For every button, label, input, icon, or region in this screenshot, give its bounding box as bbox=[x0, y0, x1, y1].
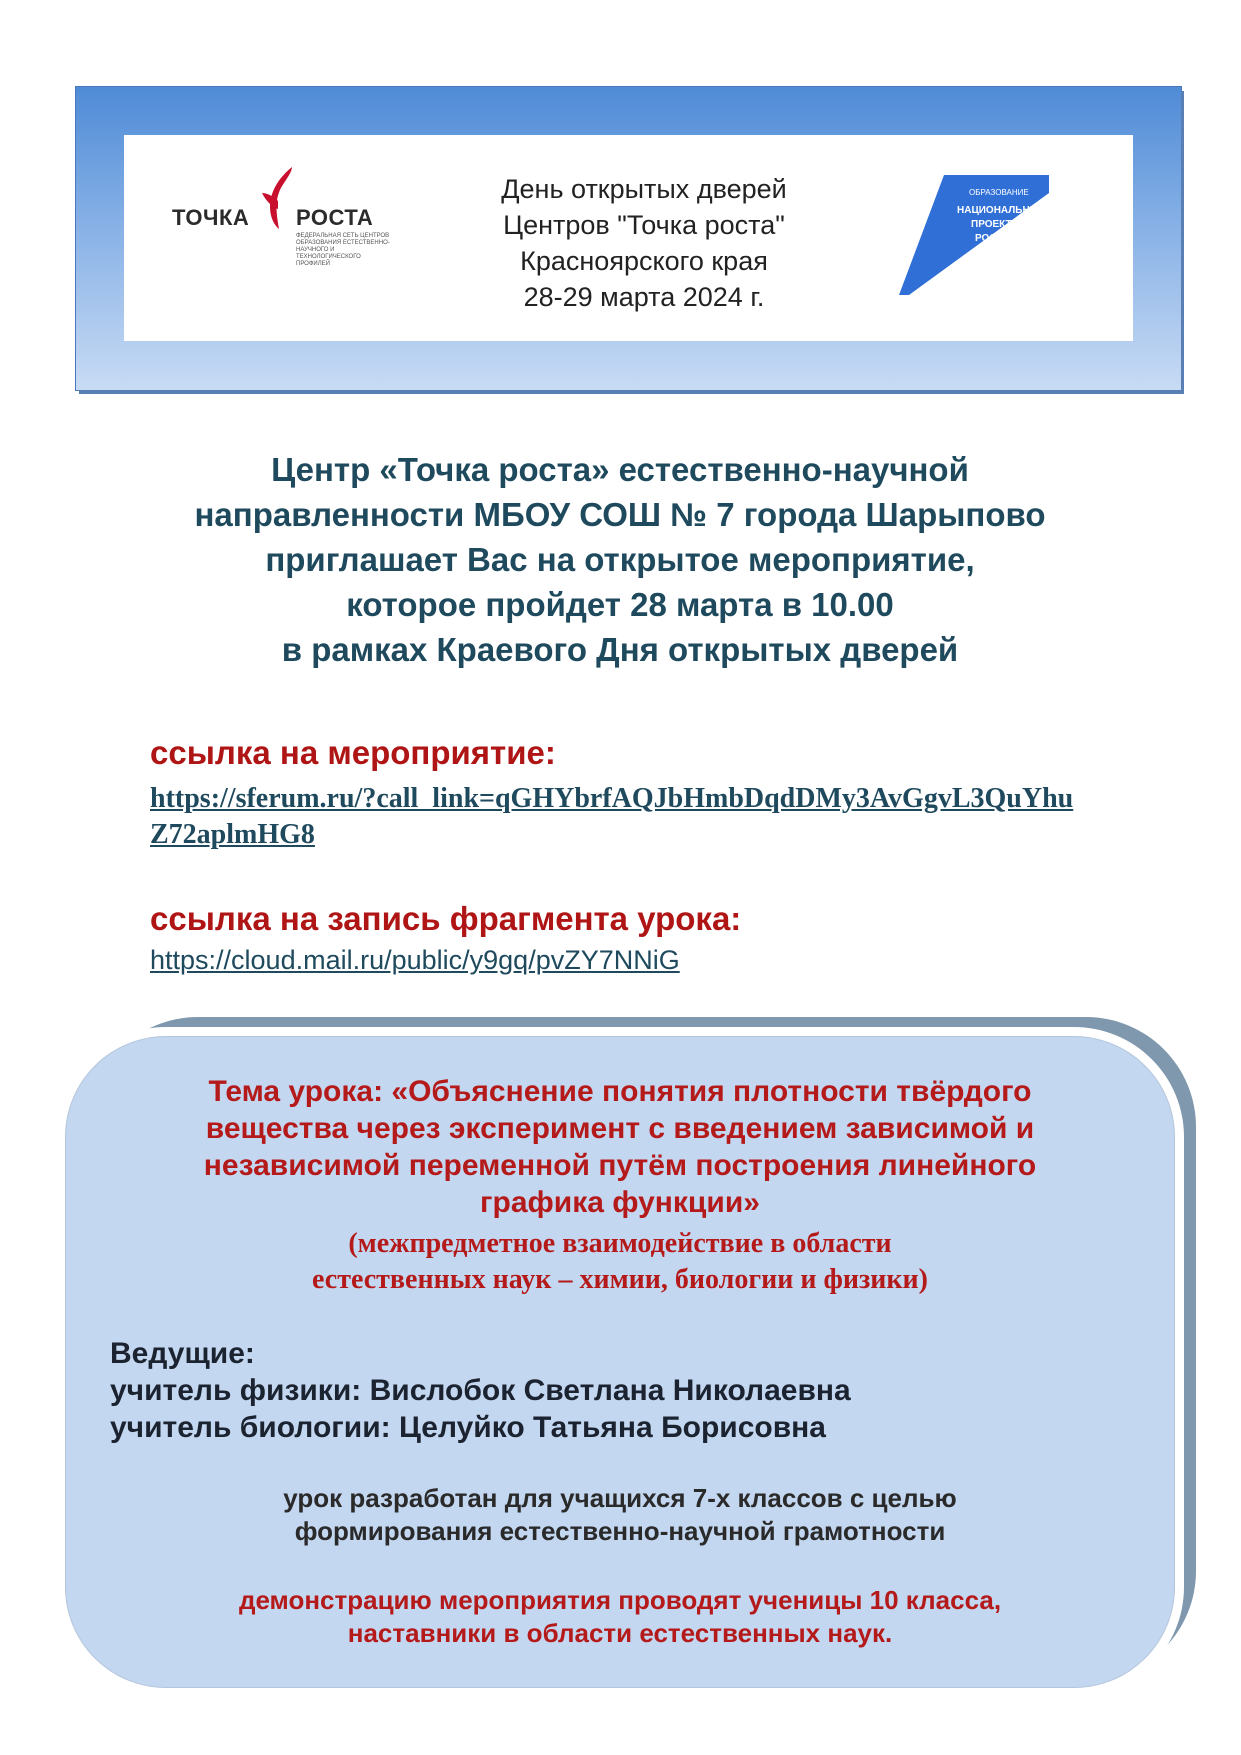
banner-title-line: 28-29 марта 2024 г. bbox=[523, 282, 765, 312]
invitation-line: в рамках Краевого Дня открытых дверей bbox=[281, 631, 959, 668]
logo-caption: ФЕДЕРАЛЬНАЯ СЕТЬ ЦЕНТРОВ ОБРАЗОВАНИЯ ЕСТЕСТВЕННО-НАУЧНОГО И ТЕХНОЛОГИЧЕСКОГО ПРОФИЛЕЙ bbox=[296, 233, 390, 267]
np-logo-line: РОССИИ bbox=[975, 233, 1019, 244]
tochka-rosta-logo bbox=[172, 167, 392, 287]
np-logo-line: НАЦИОНАЛЬНЫЕ bbox=[957, 205, 1047, 216]
event-link[interactable]: https://sferum.ru/?call_link=qGHYbrfAQJbHmbDqdDMy3AvGgvL3QuYhuZ72aplmHG8 bbox=[150, 783, 1074, 850]
banner-card bbox=[124, 135, 1133, 341]
event-link-label: ссылка на мероприятие: bbox=[150, 734, 556, 771]
invitation-line: приглашает Вас на открытое мероприятие, bbox=[265, 541, 975, 578]
banner-title-line: Красноярского края bbox=[520, 246, 768, 276]
lesson-theme-line: графика функции» bbox=[480, 1186, 760, 1219]
header-banner bbox=[76, 87, 1181, 390]
lesson-subtitle-line: естественных наук – химии, биологии и физики) bbox=[312, 1264, 928, 1295]
lesson-theme-line: независимой переменной путём построения линейного bbox=[203, 1149, 1037, 1182]
invitation-line: которое пройдет 28 марта в 10.00 bbox=[346, 586, 894, 623]
np-logo-line: ОБРАЗОВАНИЕ bbox=[969, 188, 1029, 197]
sprout-icon bbox=[262, 167, 296, 231]
lesson-purpose bbox=[66, 1482, 1174, 1548]
demo-line: наставники в области естественных наук. bbox=[347, 1618, 893, 1648]
demo-line: демонстрацию мероприятия проводят ученицы 10 класса, bbox=[238, 1585, 1002, 1615]
lesson-theme-subtitle bbox=[66, 1226, 1174, 1298]
logo-word-left: ТОЧКА bbox=[172, 205, 250, 230]
lesson-theme-line: вещества через эксперимент с введением зависимой и bbox=[205, 1112, 1035, 1145]
invitation-text bbox=[120, 447, 1120, 672]
hosts-block bbox=[110, 1335, 1110, 1446]
logo-word-right: РОСТА bbox=[296, 205, 374, 230]
national-projects-logo bbox=[899, 175, 1049, 300]
recording-link[interactable]: https://cloud.mail.ru/public/y9gq/pvZY7NNiG bbox=[150, 945, 680, 975]
np-logo-line: ПРОЕКТЫ bbox=[971, 219, 1022, 230]
host-item: учитель физики: Вислобок Светлана Николаевна bbox=[110, 1374, 851, 1407]
banner-title-line: Центров "Точка роста" bbox=[503, 210, 785, 240]
demo-note bbox=[66, 1584, 1174, 1650]
lesson-subtitle-line: (межпредметное взаимодействие в области bbox=[348, 1228, 892, 1259]
banner-title-line: День открытых дверей bbox=[501, 174, 787, 204]
purpose-line: формирования естественно-научной грамотности bbox=[294, 1516, 946, 1546]
hosts-title: Ведущие: bbox=[110, 1337, 255, 1370]
lesson-theme bbox=[66, 1073, 1174, 1221]
invitation-line: Центр «Точка роста» естественно-научной bbox=[271, 451, 969, 488]
recording-link-label: ссылка на запись фрагмента урока: bbox=[150, 900, 742, 937]
banner-title bbox=[424, 171, 864, 315]
invitation-line: направленности МБОУ СОШ № 7 города Шарыпово bbox=[194, 496, 1046, 533]
purpose-line: урок разработан для учащихся 7-х классов с целью bbox=[283, 1483, 957, 1513]
lesson-theme-line: Тема урока: «Объяснение понятия плотности твёрдого bbox=[208, 1075, 1032, 1108]
host-item: учитель биологии: Целуйко Татьяна Борисовна bbox=[110, 1411, 826, 1444]
